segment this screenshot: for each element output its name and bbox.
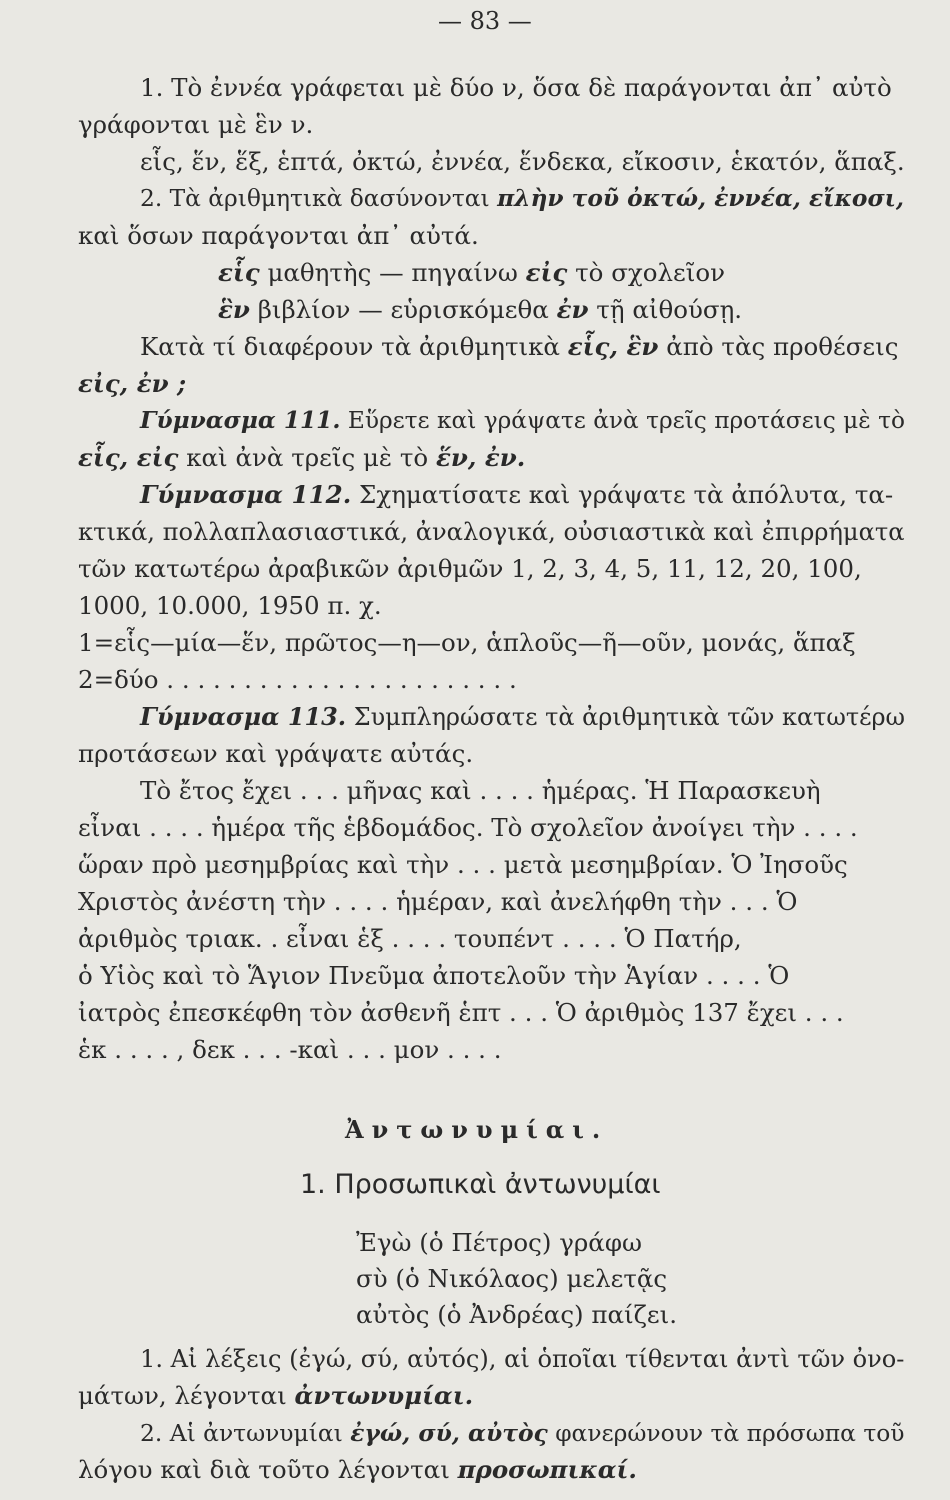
exercise-111-line2 <box>78 443 525 473</box>
subsection-title: 1. Προσωπικαὶ ἀντωνυμίαι <box>300 1169 661 1200</box>
question-line1 <box>140 332 898 362</box>
exercise-113-line7: ἀριθμὸς τριακ. . εἶναι ἑξ . . . . τουπέντ . . . . Ὁ Πατήρ, <box>78 924 742 953</box>
pronoun-example3: αὐτὸς (ὁ Ἀνδρέας) παίζει. <box>356 1300 678 1329</box>
exercise-113-line6: Χριστὸς ἀνέστη τὴν . . . . ἡμέραν, καὶ ἀνελήφθη τὴν . . . Ὁ <box>78 887 798 916</box>
exercise-text: καὶ ἀνὰ τρεῖς μὲ τὸ <box>186 443 429 472</box>
exercise-113-line5: ὥραν πρὸ μεσημβρίας καὶ τὴν . . . μετὰ μεσημβρίαν. Ὁ Ἰησοῦς <box>78 850 848 879</box>
example-word: ἐν <box>556 295 589 324</box>
exercise-112-line6: 2=δύο . . . . . . . . . . . . . . . . . . . . . . . <box>78 665 517 694</box>
exercise-112-line3: τῶν κατωτέρω ἀραβικῶν ἀριθμῶν 1, 2, 3, 4, 5, 11, 12, 20, 100, <box>78 554 862 583</box>
example-word: εἰς <box>525 258 568 287</box>
exercise-label: Γύμνασμα 113. <box>140 703 347 731</box>
rule2-text: 2. Τὰ ἀριθμητικὰ δασύνονται <box>140 185 490 212</box>
section-heading: Ἀντωνυμίαι. <box>345 1115 609 1144</box>
exercise-text: Εὕρετε καὶ γράψατε ἀνὰ τρεῖς προτάσεις μὲ τὸ <box>347 407 906 434</box>
question-text: ἀπὸ τὰς προθέσεις <box>666 332 899 361</box>
exercise-113-line10: ἑκ . . . . , δεκ . . . -καὶ . . . μον . . . . <box>78 1035 502 1064</box>
page-number: — 83 — <box>438 7 532 35</box>
exercise-label: Γύμνασμα 112. <box>140 480 352 509</box>
rule-term: προσωπικαί. <box>457 1455 637 1484</box>
exercise-words: ἕν, ἐν. <box>435 443 526 472</box>
exercise-113-line2: προτάσεων καὶ γράψατε αὐτάς. <box>78 739 474 768</box>
rule-text: φανερώνουν τὰ πρόσωπα τοῦ <box>555 1419 905 1447</box>
question-text: Κατὰ τί διαφέρουν τὰ ἀριθμητικὰ <box>140 332 560 361</box>
exercise-112-line4: 1000, 10.000, 1950 π. χ. <box>78 591 382 620</box>
example-text: τὸ σχολεῖον <box>575 258 725 287</box>
example-word: εἷς <box>218 258 260 287</box>
example-text: βιβλίον — εὑρισκόμεθα <box>257 295 549 324</box>
exercise-label: Γύμνασμα 111. <box>140 407 341 434</box>
example-text: μαθητὴς — πηγαίνω <box>267 258 518 287</box>
rule2-line2: καὶ ὅσων παράγονται ἀπ᾽ αὐτά. <box>78 221 479 250</box>
rule-text: μάτων, λέγονται <box>78 1381 287 1410</box>
exercise-113-line8: ὁ Υἱὸς καὶ τὸ Ἅγιον Πνεῦμα ἀποτελοῦν τὴν Ἁγίαν . . . . Ὁ <box>78 961 790 990</box>
rule-p2-line2 <box>78 1455 637 1485</box>
exercise-112-line2: κτικά, πολλαπλασιαστικά, ἀναλογικά, οὐσιαστικὰ καὶ ἐπιρρήματα <box>78 518 905 546</box>
rule-term: ἀντωνυμίαι. <box>294 1381 474 1410</box>
exercise-113-line9: ἰατρὸς ἐπεσκέφθη τὸν ἀσθενῆ ἑπτ . . . Ὁ ἀριθμὸς 137 ἔχει . . . <box>78 998 844 1027</box>
rule-p2-line1 <box>140 1418 905 1448</box>
exercise-text: Συμπληρώσατε τὰ ἀριθμητικὰ τῶν κατωτέρω <box>353 703 906 731</box>
exercise-text: Σχηματίσατε καὶ γράψατε τὰ ἀπόλυτα, τα- <box>359 480 894 509</box>
rule1-example: εἷς, ἕν, ἕξ, ἑπτά, ὀκτώ, ἐννέα, ἕνδεκα, εἴκοσιν, ἑκατόν, ἅπαξ. <box>140 147 905 176</box>
exercise-111-line1 <box>140 406 905 436</box>
rule-text: λόγου καὶ διὰ τοῦτο λέγονται <box>78 1455 450 1484</box>
example-text: τῇ αἰθούσῃ. <box>596 295 743 324</box>
rule-p1-line1: 1. Αἱ λέξεις (ἐγώ, σύ, αὐτός), αἱ ὁποῖαι τίθενται ἀντὶ τῶν ὀνο- <box>140 1345 905 1373</box>
question-line2: εἰς, ἐν ; <box>78 369 187 398</box>
rule2-exception: πλὴν τοῦ ὀκτώ, ἐννέα, εἴκοσι, <box>497 185 905 212</box>
pronoun-example1: Ἐγὼ (ὁ Πέτρος) γράφω <box>356 1228 642 1257</box>
rule-term: ἐγώ, σύ, αὐτὸς <box>350 1419 548 1447</box>
exercise-113-line1 <box>140 702 905 732</box>
question-words: εἷς, ἓν <box>567 332 659 361</box>
rule-p1-line2 <box>78 1381 473 1411</box>
rule2-example2 <box>218 295 742 325</box>
example-word: ἓν <box>218 295 250 324</box>
rule1-line1: 1. Τὸ ἐννέα γράφεται μὲ δύο ν, ὅσα δὲ παράγονται ἀπ᾽ αὐτὸ <box>140 73 892 102</box>
rule2-example1 <box>218 258 725 288</box>
rule1-line2: γράφονται μὲ ἓν ν. <box>78 110 314 139</box>
exercise-words: εἷς, εἰς <box>78 443 179 472</box>
exercise-112-line1 <box>140 480 893 510</box>
rule2-line1 <box>140 184 904 214</box>
rule-text: 2. Αἱ ἀντωνυμίαι <box>140 1419 343 1447</box>
pronoun-example2: σὺ (ὁ Νικόλαος) μελετᾷς <box>356 1264 668 1293</box>
exercise-113-line3: Τὸ ἔτος ἔχει . . . μῆνας καὶ . . . . ἡμέρας. Ἡ Παρασκευὴ <box>140 776 821 805</box>
exercise-112-line5: 1=εἷς—μία—ἕν, πρῶτος—η—ον, ἁπλοῦς—ῆ—οῦν, μονάς, ἅπαξ <box>78 628 856 657</box>
exercise-113-line4: εἶναι . . . . ἡμέρα τῆς ἑβδομάδος. Τὸ σχολεῖον ἀνοίγει τὴν . . . . <box>78 813 858 842</box>
